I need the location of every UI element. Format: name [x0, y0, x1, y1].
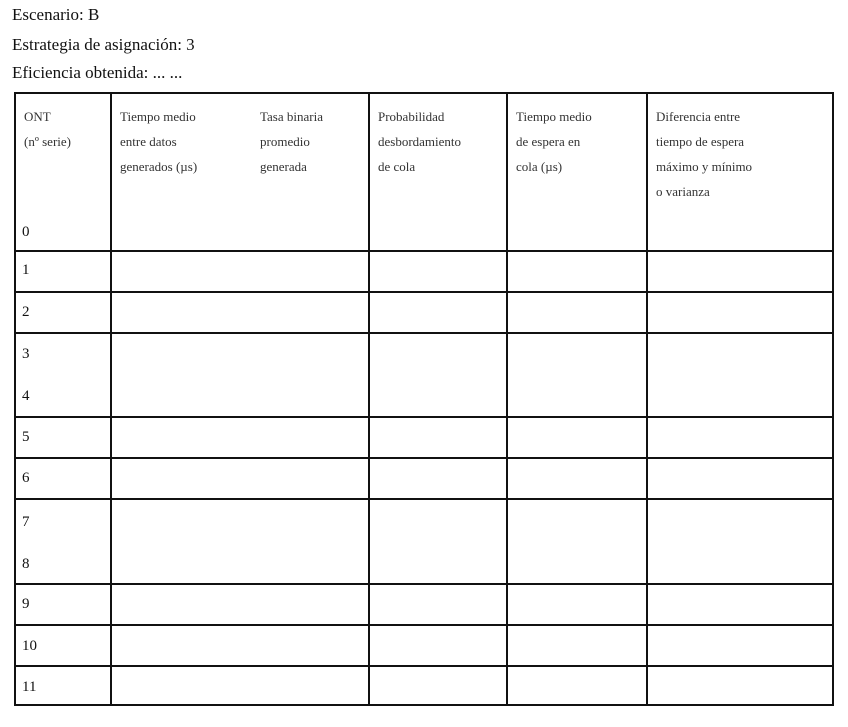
column-divider	[506, 94, 508, 704]
row-label: 4	[22, 388, 30, 404]
row-label: 2	[22, 304, 30, 320]
row-label: 11	[22, 679, 37, 695]
row-divider	[16, 583, 832, 585]
row-label: 1	[22, 262, 30, 278]
efficiency-label: Eficiencia obtenida: ... ...	[12, 63, 183, 82]
row-label: 10	[22, 638, 37, 654]
header-overflow-probability: Probabilidad desbordamiento de cola	[378, 109, 462, 174]
row-label: 8	[22, 556, 30, 572]
row-divider	[16, 332, 832, 334]
row-divider	[16, 416, 832, 418]
header-mean-wait-time: Tiempo medio de espera en cola (µs)	[516, 109, 592, 174]
row-label: 0	[22, 224, 30, 240]
row-divider	[16, 250, 832, 252]
row-divider	[16, 498, 832, 500]
assignment-strategy-label: Estrategia de asignación: 3	[12, 35, 195, 54]
header-mean-time-between-data: Tiempo medio entre datos generados (µs)	[120, 109, 198, 174]
row-label: 3	[22, 346, 30, 362]
column-divider	[646, 94, 648, 704]
header-wait-time-difference: Diferencia entre tiempo de espera máximo y mínimo o varianza	[656, 109, 753, 199]
row-divider	[16, 291, 832, 293]
row-label: 7	[22, 514, 30, 530]
row-divider	[16, 665, 832, 667]
row-label: 5	[22, 429, 30, 445]
row-divider	[16, 624, 832, 626]
results-table	[14, 92, 834, 706]
column-divider	[110, 94, 112, 704]
row-label: 9	[22, 596, 30, 612]
header-ont: ONT (nº serie)	[24, 109, 71, 149]
row-label: 6	[22, 470, 30, 486]
column-divider	[368, 94, 370, 704]
row-divider	[16, 457, 832, 459]
scenario-label: Escenario: B	[12, 5, 100, 24]
header-bit-rate: Tasa binaria promedio generada	[260, 109, 323, 174]
